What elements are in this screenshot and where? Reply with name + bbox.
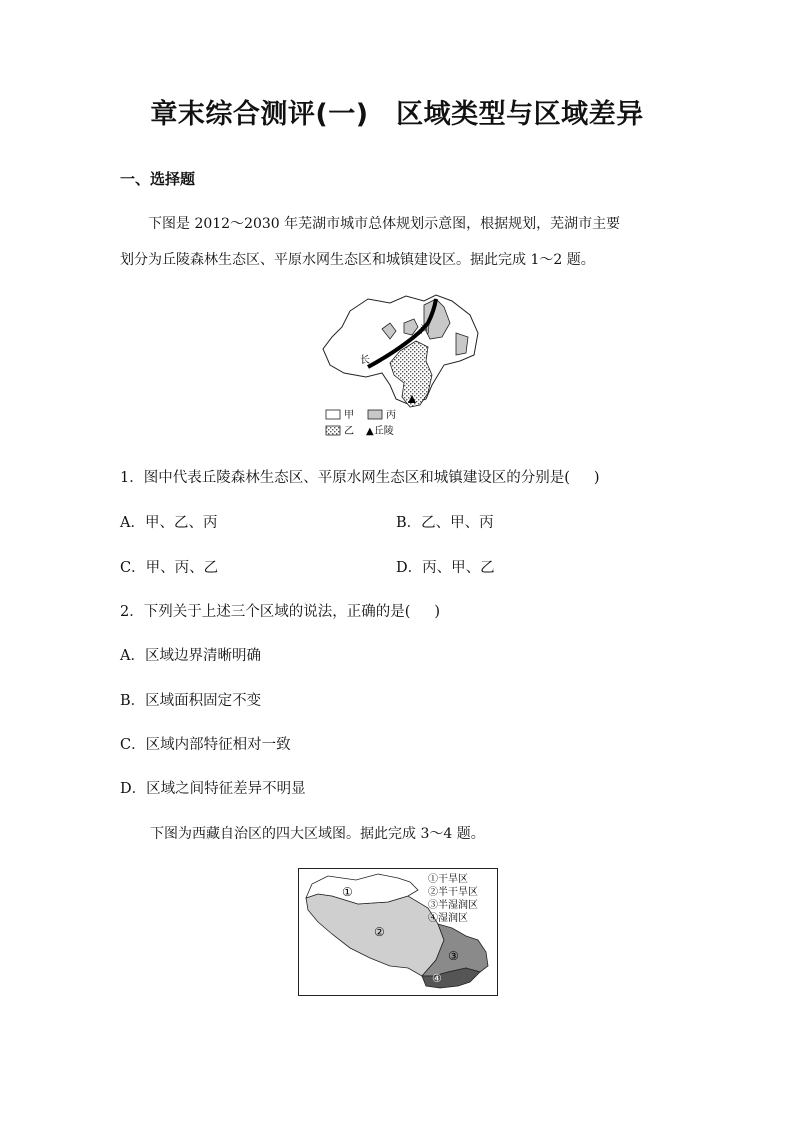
legend-semi-humid: ③半湿润区 [428, 900, 478, 911]
intro-paragraph-2: 下图为西藏自治区的四大区域图。据此完成 3～4 题。 [150, 826, 485, 842]
legend-arid: ①干旱区 [428, 874, 468, 885]
question-1-option-a: A．甲、乙、丙 [120, 515, 218, 531]
legend-label-bing: 丙 [386, 410, 396, 421]
legend-label-yi: 乙 [344, 426, 354, 437]
river-label-he: 河 [420, 325, 430, 336]
question-1-stem: 1．图中代表丘陵森林生态区、平原水网生态区和城镇建设区的分别是( ) [120, 470, 600, 486]
intro-line-2: 划分为丘陵森林生态区、平原水网生态区和城镇建设区。据此完成 1～2 题。 [120, 252, 595, 268]
question-2-option-c: C．区域内部特征相对一致 [120, 737, 291, 753]
question-1-option-c: C．甲、丙、乙 [120, 560, 219, 576]
river-label-chang: 长 [360, 355, 370, 366]
section-heading: 一、选择题 [120, 170, 196, 188]
question-2-option-b: B．区域面积固定不变 [120, 693, 262, 709]
region-3-label: ③ [448, 949, 459, 963]
question-1-option-d: D．丙、甲、乙 [396, 560, 495, 576]
tibet-regions-map [298, 868, 498, 996]
legend-label-hill: ▲丘陵 [366, 426, 394, 437]
intro-line-1: 下图是 2012～2030 年芜湖市城市总体规划示意图，根据规划，芜湖市主要 [148, 216, 621, 232]
region-bing-2 [456, 333, 468, 355]
region-4-label: ④ [432, 972, 442, 985]
page-title: 章末综合测评(一) 区域类型与区域差异 [150, 99, 644, 130]
intro-paragraph-1 [120, 206, 680, 278]
region-1-label: ① [342, 885, 353, 899]
question-1-option-b: B．乙、甲、丙 [396, 515, 494, 531]
legend-label-jia: 甲 [344, 410, 354, 421]
legend-semi-arid: ②半干旱区 [428, 887, 478, 898]
legend-humid: ④湿润区 [428, 913, 468, 924]
region-jia [323, 295, 478, 405]
legend-swatch-jia [326, 410, 340, 419]
legend-swatch-yi [326, 426, 340, 435]
question-2-option-a: A．区域边界清晰明确 [120, 648, 261, 664]
legend-swatch-bing [368, 410, 382, 419]
question-2-option-d: D．区域之间特征差异不明显 [120, 781, 306, 797]
region-2-label: ② [374, 925, 385, 939]
wuhu-planning-map [320, 293, 480, 443]
question-2-stem: 2．下列关于上述三个区域的说法，正确的是( ) [120, 604, 441, 620]
